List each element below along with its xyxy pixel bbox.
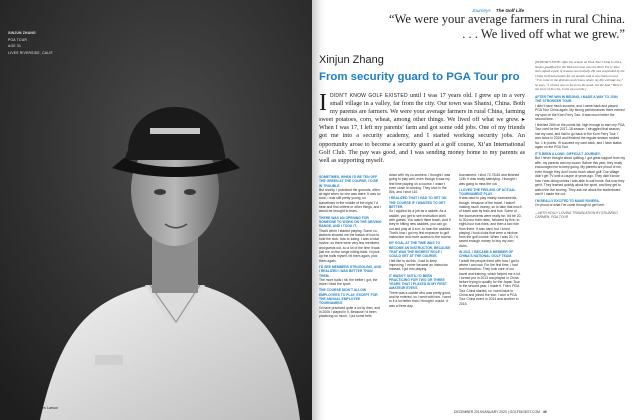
qa-question: I’D SEE MEMBERS STRUGGLING, AND I REALIZED I WAS BETTER THAN THEM. bbox=[319, 264, 382, 278]
qa-column-3 bbox=[459, 173, 522, 306]
pull-quote bbox=[320, 12, 625, 41]
qa-question: I LOVED THE FEELING OF ACTUAL TOURNAMENT PLAY. bbox=[459, 187, 516, 197]
qa-question: I’M REALLY EXCITED TO MAKE RIVIERA. bbox=[535, 198, 600, 203]
caption-line: PGA TOUR bbox=[8, 37, 27, 42]
intro-lead: DIDN’T KNOW GOLF EXISTED bbox=[330, 93, 408, 99]
pull-quote-line: “We were your average farmers in rural China. bbox=[388, 12, 625, 26]
page-footer bbox=[454, 410, 547, 414]
qa-answer: That’s when I started playing. Some co-workers showed me the basics of how to hold the club, how to swing. I was a total novice; so there were very few members and guests out, so a lot of the time it was just me on the range hitting balls. I’d pick up the balls myself, hit them again, pick them again. bbox=[319, 228, 380, 263]
intro-text: until I was 17 years old. I grew up in a very small village in a valley, far from the city. Our town was Shanxi, China. Both my parents are farmers. We were your average farmers in rural China, farming sweet potatoes, corn, wheat, among other things. We lived off what we grew. ▸ When I was 17, I left my parents’ farm and got some odd jobs. One of my friends got me into a security academy, and I started working security jobs. An opportunity arose to become a security guard at a golf course, Xi’an International Golf Club. The pay was good, and I was sending money home to my parents as well as supporting myself. bbox=[319, 92, 526, 164]
section-brand: The Golf Life bbox=[495, 8, 524, 13]
qa-answer: But shortly, I practiced the grounds, often at night when no one was there. It was so rural, I was still pretty young, so sometimes in the middle of the night, I’d hear and find critters or other things, and I would be brought to tears. bbox=[319, 187, 382, 214]
qa-answer: The more balls I hit, the better I got, the more I liked the sport. bbox=[319, 277, 378, 287]
qa-answer: down with my co-workers. I thought I was going to play well, even though it was my first time playing on a course. I wasn’t even close to winning. They shot in the 80s, and I shot 110. bbox=[389, 173, 451, 195]
player-caption bbox=[8, 30, 68, 56]
qa-answer: I’d have practiced quite a lot by then, and in 2006 I played in it. Because I’d been practicing so much, I put some bets bbox=[319, 305, 380, 319]
qa-answer: I credit the people there with how I got to where I am now. For the first time, I had real instruction. They took care of our travel and training, which helped me a lot. I turned pro in 2013 and played in China before trying to qualify for the Japan Tour. In the second year, I made it. Then, PGA Tour China started, so I went back to China and joined the tour. I won a PGA Tour China event in 2014 and another in 2016. bbox=[459, 258, 521, 306]
caption-line: XINJUN ZHANG bbox=[8, 31, 36, 35]
qa-column-1 bbox=[319, 173, 382, 319]
sidebar-column bbox=[535, 60, 625, 220]
qa-question: THERE WAS AN OPENING FOR SOMEONE TO WORK ON THE DRIVING RANGE, AND I TOOK IT. bbox=[319, 215, 382, 229]
qa-question: IT WASN’T UNTIL I’D BEEN PRACTICING FOR TWO OR THREE YEARS THAT I PLAYED IN MY FIRST AMATEUR EVENT. bbox=[389, 273, 447, 291]
qa-answer: I finished 26th on the points list, high enough to earn my PGA Tour card for the 2017–18 season. I struggled that season, lost my card, and had to go back to the Korn Ferry Tour. I won twice in 2019 and finished the regular season ranked No. 1 in points. I’ll succeed my card back, and I have status again on the PGA Tour. bbox=[535, 122, 625, 149]
qa-column-2 bbox=[389, 173, 452, 308]
pull-quote-line: . . . We lived off what we grew.” bbox=[462, 26, 625, 41]
qa-answer: But I never thought about quitting. I got great support from my wife, my parents and my coach. Before this year, they really encouraged me to keep going. My parents are proud of me, even though they don’t know much about golf. Our village didn’t get TV until a couple of years ago. They didn’t know how I was doing unless I was able to call home. But now they get it. They learned quickly about the sport, and they get to watch the live scoring. They ask me about the leaderboard and if I made the cut. bbox=[535, 156, 625, 196]
qa-question: IN 2011, I BECAME A MEMBER OF CHINA’S NATIONAL GOLF TEAM. bbox=[459, 250, 514, 259]
photo-credit: Photograph by Jensen Larson bbox=[10, 406, 58, 410]
article-name: Xinjun Zhang bbox=[319, 54, 384, 66]
qa-answer: I didn’t have much success, and I came back and played PGA Tour China again. My strong performances there earned my spot on the Korn Ferry Tour. It was much better the second time. bbox=[535, 103, 625, 121]
qa-question: THE COURSE DIDN’T ALLOW EMPLOYEES TO PLAY, EXCEPT FOR THE ANNUAL EMPLOYEE TOURNAMENT. bbox=[319, 288, 378, 306]
issue-info: DECEMBER 2019/JANUARY 2020 | GOLFDIGEST.COM bbox=[454, 410, 540, 414]
qa-answer: There was a caddie who was pretty good, and he entered, so I went with him. I went to it a lot better than I thought I would. It was a three-day bbox=[389, 290, 451, 308]
page-number: 49 bbox=[542, 410, 547, 414]
qa-question: IT’S BEEN A LONG, DIFFICULT JOURNEY. bbox=[535, 151, 601, 156]
qa-answer: tournament. I shot 72-78-84 and finished 12th. It was really satisfying. I thought I was going to miss the cut. bbox=[459, 173, 520, 186]
caption-line: LIVES RIVERSIDE, CALIF. bbox=[8, 50, 54, 55]
drop-cap: I bbox=[319, 90, 327, 116]
qa-question: SOMETIMES, WHEN I’D BE TEN OFF THE GREEN AT THE COURSE, I’D BE IN TROUBLE. bbox=[319, 175, 379, 188]
translator-credit: —WITH HOLLY LOVING TRANSLATION BY EDUARDO CARMEN, PGA TOUR bbox=[535, 210, 618, 219]
qa-question: I REALIZED THAT I HAD TO GET ON THE COURSE IF I WANTED TO GET BETTER. bbox=[389, 196, 447, 210]
portrait-photo bbox=[0, 0, 312, 420]
qa-question: MY GOAL AT THE TIME WAS TO BECOME AN INSTRUCTOR, BECAUSE THAT WAS THE HIGHEST ROLE I COULD GET AT THE COURSE. bbox=[389, 241, 451, 259]
caption-line: AGE 31 bbox=[8, 44, 22, 49]
section-name: Journeys bbox=[472, 8, 491, 13]
qa-answer: I felt like to do this, I had to keep improving. I never became an instructor. Instead, I got into playing. bbox=[389, 258, 449, 272]
qa-question: AFTER THE WIN IN BEIJING, I MADE A WAY TO JOIN THE STRONGER TOUR. bbox=[535, 94, 618, 103]
editors-note: [EDITOR’S NOTE: After the season on PGA Tour China in 2014, Xinjun qualified for the Web.com tour, now the Korn Ferry Tour, then signed a pair of seasons successfully. He was suspended by the China Golf Association for six months and is now back on tour. “I’ve come to the decision and I know where my life will take me,” he says. “I choose now to focus on the good, not the bad.” Here is the story of his rise, in his own words.] bbox=[535, 60, 625, 91]
portrait-page bbox=[0, 0, 312, 420]
qa-answer: It was hard to play mainly tournaments, though, because of the travel. I wasn’t making much money, so to take that much of travel was by train and bus. Some of the tournaments were really far. It’d be 20- to 30-hour train rides, followed by five- to eight-hour bus rides, and then a taxi ride from there. It was hard, but I loved playing. I took clubs that were a mixture from the golf course. When I was 20, I’d saved enough money to buy my own clubs. bbox=[459, 196, 522, 248]
qa-answer: I’m proud of what I’ve come through to get here. bbox=[535, 203, 606, 207]
article-intro bbox=[319, 92, 525, 165]
qa-answer: So I applied for a job as a caddie. As a caddie, you get to see instruction work with guests. You watch them teach. And if they’re hitting new caddies, you can go out and play at 4 a.m. to train the caddies. That’s how I got my first exposure to golf instruction and more access to the course. bbox=[389, 209, 452, 240]
article-subtitle: From security guard to PGA Tour pro bbox=[319, 71, 520, 83]
